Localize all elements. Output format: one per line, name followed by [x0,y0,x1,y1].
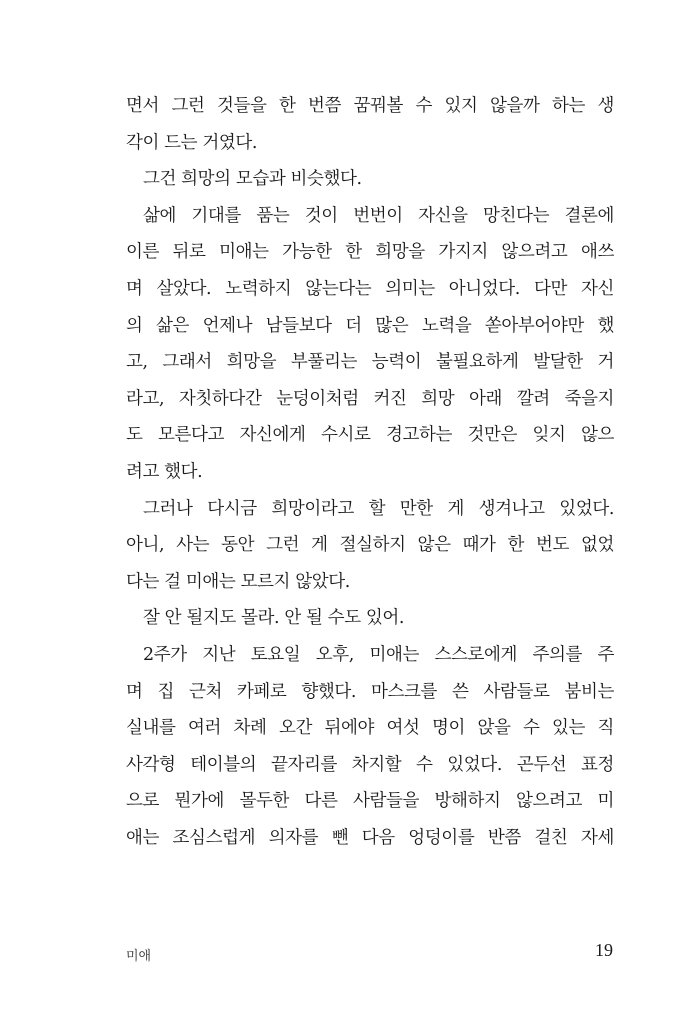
text-line: 사각형 테이블의 끝자리를 차지할 수 있었다. 곤두선 표정 [126,754,614,775]
text-line: 며 살았다. 노력하지 않는다는 의미는 아니었다. 다만 자신 [126,278,614,299]
text-line: 라고, 자칫하다간 눈덩이처럼 커진 희망 아래 깔려 죽을지 [126,388,614,409]
text-line: 도 모른다고 자신에게 수시로 경고하는 것만은 잊지 않으 [126,425,614,446]
text-line: 잘 안 될지도 몰라. 안 될 수도 있어. [143,608,405,629]
text-line: 다는 걸 미애는 모르지 않았다. [126,571,350,592]
page-number: 19 [595,940,613,960]
text-line: 의 삶은 언제나 남들보다 더 많은 노력을 쏟아부어야만 했 [126,315,614,336]
text-line: 2주가 지난 토요일 오후, 미애는 스스로에게 주의를 주 [143,644,614,665]
body-text [126,88,614,856]
running-footer-title: 미애 [126,949,152,964]
text-line: 그러나 다시금 희망이라고 할 만한 게 생겨나고 있었다. [143,498,614,519]
text-line: 이른 뒤로 미애는 가능한 한 희망을 가지지 않으려고 애쓰 [126,242,614,263]
text-line: 실내를 여러 차례 오간 뒤에야 여섯 명이 앉을 수 있는 직 [126,718,614,739]
text-line: 면서 그런 것들을 한 번쯤 꿈꿔볼 수 있지 않을까 하는 생 [126,96,614,116]
text-line: 고, 그래서 희망을 부풀리는 능력이 불필요하게 발달한 거 [126,352,614,373]
text-line: 으로 뭔가에 몰두한 다른 사람들을 방해하지 않으려고 미 [126,791,614,812]
text-line: 삶에 기대를 품는 것이 번번이 자신을 망친다는 결론에 [143,205,614,226]
text-line: 며 집 근처 카페로 향했다. 마스크를 쓴 사람들로 붐비는 [126,681,614,702]
text-line: 그건 희망의 모습과 비슷했다. [143,169,362,190]
text-line: 애는 조심스럽게 의자를 뺀 다음 엉덩이를 반쯤 걸친 자세 [126,827,614,848]
text-line: 아니, 사는 동안 그런 게 절실하지 않은 때가 한 번도 없었 [126,535,614,556]
text-line: 각이 드는 거였다. [126,132,258,153]
text-line: 려고 했다. [126,461,203,482]
